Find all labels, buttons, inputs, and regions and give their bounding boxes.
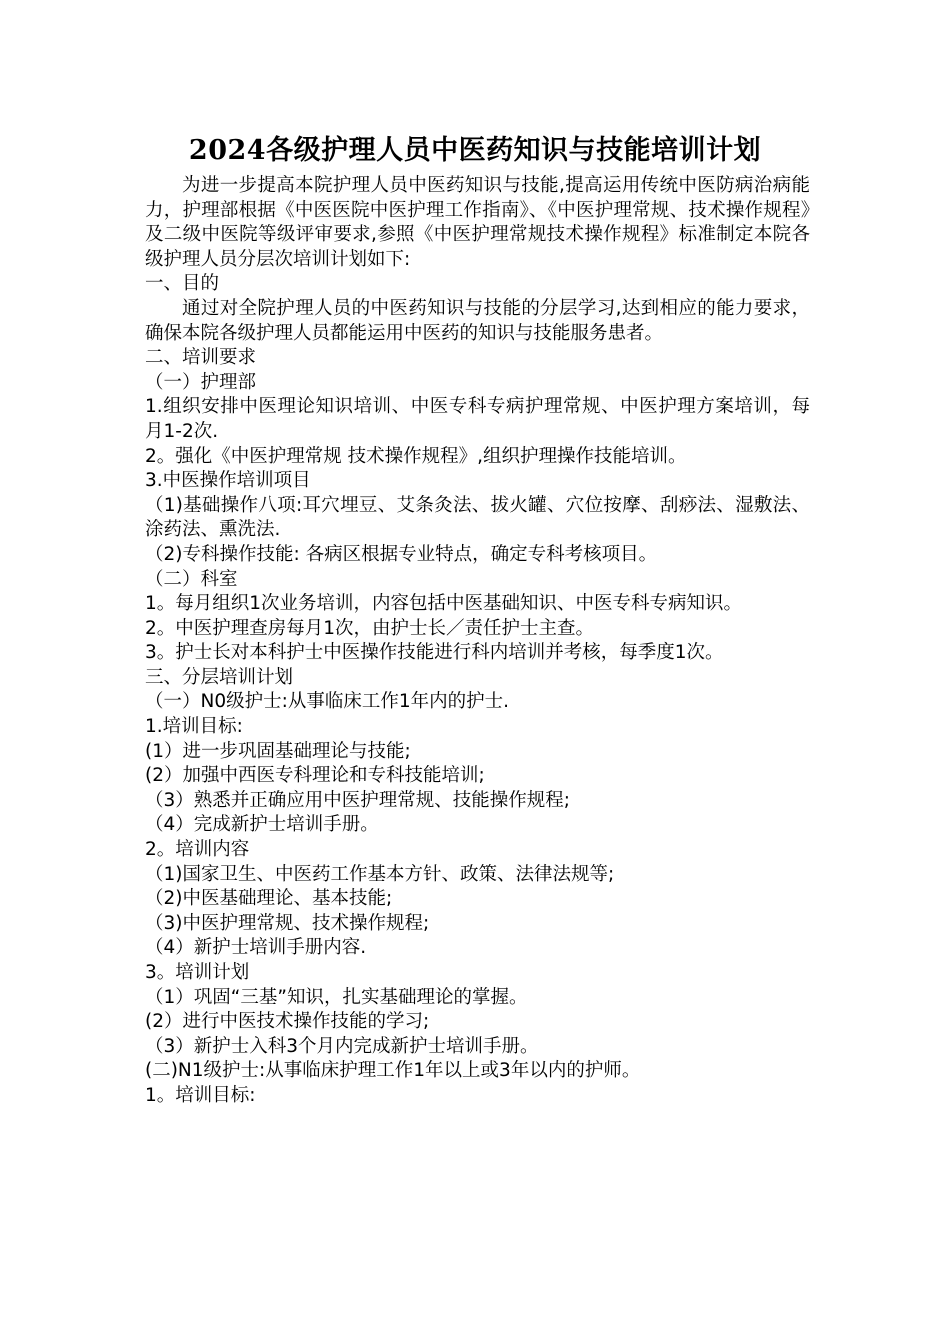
list-item: 1。培训目标: [145,1084,256,1106]
list-item: （3）熟悉并正确应用中医护理常规、技能操作规程; [145,789,571,811]
list-item: 3.中医操作培训项目 [145,470,311,492]
section-heading-tiered-plan: 三、分层培训计划 [145,666,294,688]
list-item: （1）巩固“三基”知识，扎实基础理论的掌握。 [145,986,528,1008]
list-item: (2）加强中西医专科理论和专科技能培训; [145,765,485,787]
intro-paragraph: 为进一步提高本院护理人员中医药知识与技能,提高运用传统中医防病治病能力，护理部根据《中医医院中医护理工作指南》、《中医护理常规、技术操作规程》及二级中医院等级评审要求,参照《中医护理常规技术操作规程》标准制定本院各级护理人员分层次培训计划如下: [145,175,810,270]
list-item: （2)专科操作技能: 各病区根据专业特点，确定专科考核项目。 [145,543,658,565]
list-item: 2。强化《中医护理常规 技术操作规程》,组织护理操作技能培训。 [145,445,687,467]
list-item: 1。每月组织1次业务培训，内容包括中医基础知识、中医专科专病知识。 [145,593,743,615]
document-body [145,174,810,1109]
purpose-paragraph: 通过对全院护理人员的中医药知识与技能的分层学习,达到相应的能力要求，确保本院各级护理人员都能运用中医药的知识与技能服务患者。 [145,297,810,344]
list-item: 3。培训计划 [145,962,250,983]
list-item: （3)中医护理常规、技术操作规程; [145,912,430,934]
list-item: 3。护士长对本科护士中医操作技能进行科内培训并考核，每季度1次。 [145,642,724,664]
list-item: （4）新护士培训手册内容. [145,937,367,959]
list-item: 1.培训目标: [145,716,243,738]
list-item: （4）完成新护士培训手册。 [145,814,379,836]
list-item: 2。培训内容 [145,839,250,861]
subsection-heading-n1: (二)N1级护士:从事临床护理工作1年以上或3年以内的护师。 [145,1060,641,1082]
document-title: 2024各级护理人员中医药知识与技能培训计划 [188,135,762,166]
list-item: (2）进行中医技术操作技能的学习; [145,1011,430,1033]
list-item: （1)基础操作八项:耳穴埋豆、艾条灸法、拔火罐、穴位按摩、刮痧法、湿敷法、涂药法、熏洗法. [145,494,810,541]
list-item: 2。中医护理查房每月1次，由护士长／责任护士主查。 [145,617,595,639]
section-heading-requirements: 二、培训要求 [145,347,257,369]
list-item: （1)国家卫生、中医药工作基本方针、政策、法律法规等; [145,863,615,885]
list-item: (1）进一步巩固基础理论与技能; [145,740,411,762]
list-item: （3）新护士入科3个月内完成新护士培训手册。 [145,1035,539,1057]
subsection-heading-nursing-dept: （一）护理部 [145,371,257,393]
list-item: （2)中医基础理论、基本技能; [145,888,393,910]
section-heading-purpose: 一、目的 [145,273,220,295]
subsection-heading-department: （二）科室 [145,568,238,590]
list-item: 1.组织安排中医理论知识培训、中医专科专病护理常规、中医护理方案培训，每月1-2次. [145,396,810,442]
subsection-heading-n0: （一）N0级护士:从事临床工作1年内的护士. [145,691,509,713]
